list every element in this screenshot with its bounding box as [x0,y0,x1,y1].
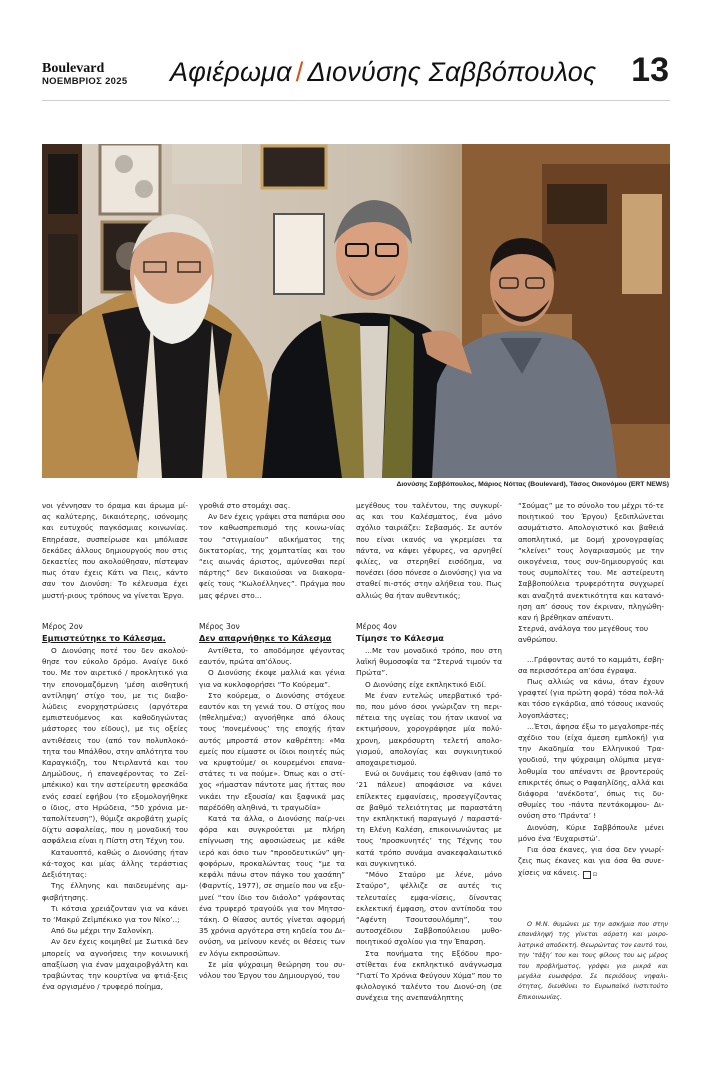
paragraph: Διονύση, Κύριε Σαββόπουλε μένει μόνο ένα ‘Ευχαριστώ’. [518,822,664,843]
author-bio: Ο Μ.Ν. θυμώνει με την ασκήμια που στην επανάληψή της γίνεται αόρατη και μοιρο-λατρικά αποδεκτή. Θεωρώντας τον εαυτό του, την ‘τάξη’ του και τους φίλους του ως μέρος του προβλήματος, γράφει για μικρά και μεγάλα ευωσφόρα. Σε περιόδους νηφαλι-ότητας, διευθύνει το Ευρωπαϊκό Ινστιτούτο Επικοινωνίας. [518,921,668,1001]
section-part-label: Μέρος 4ον [356,621,397,631]
subject-label: Διονύσης Σαββόπουλος [307,57,597,87]
section-title: Εμπιστεύτηκε το Κάλεσμα. [42,633,166,644]
page-number: 13 [631,51,669,89]
paragraph: “Σούμας” με το σύνολο του μέχρι τό-τε ποιητικού του Έργου) ξεδιπλώνεται ασυμάτιστο. Απολογιστικό και βαθειά αποπλητικό, με δομή χρονογραφίας “κλείνει” τους λογαριασμούς με την οικογένεια, τους συν-δημιουργούς και τους συμπολίτες του. Με αστείρευτη Σαββοπούλεια τρυφερότητα συγχωρεί και αναζητά ανεκτικότητα και κατανό-ηση απ’ όσους τον έκριναν, πληγώθη-καν ή βρέθηκαν απέναντι. [518,501,664,623]
paragraph: Ενώ οι δυνάμεις του έφθιναν (από το ‘21 πάλευε) αποφάσισε να κάνει επίλεκτες εμφανίσεις, προσεγγίζοντας σε βαθμό τελειότητας με παραστάτη την εκπληκτική παραγωγό / παραστά-τη Ελένη Καλέση, επικοινωνώντας με τους ‘προσκυνητές’ της Τέχνης του κατά τρόπο συνάμα ανακεφαλαιωτικό και συγκινητικό. [356,769,502,868]
group-photo [42,144,670,478]
paragraph: Ο Διονύσης είχε εκπληκτικό Ειδί. [365,679,487,689]
paragraph: Καταυοπτό, καθώς ο Διονύσης ήταν κά-τοχος και μίας άλλης τεράστιας Δεξιότητας: [42,847,188,880]
section-title: Τίμησε το Κάλεσμα [356,633,444,644]
paragraph: Ο Διονύσης ποτέ του δεν ακολού-θησε τον εύκολο δρόμο. Αναίγε δικό του. Με τον αιρετικό / προκλητικό για την επονομαζόμενη ‘μέση αισθητική αντίληψη’ στίχο του, με τις διαβο-λώδεις ενορχηστρώσεις (αργότερα εμπιστευόμενος και καθοδηγώντας μάστορες του είδους), με τις οξείες αντιθέσεις του (από τον πολυπλοκό-τητα του Μπάλθου, στην απλότητα του Καραγκιόζη, του Ντιρλαντά και του Δημώδους, ή επανεφέροντας το Ζεϊ-μπέκικο) και την αστείρευτη φρεσκάδα ενός εσαεί εφήβου (το εξομολογήθηκε ο ίδιος, στο Ηρώδεια, “50 χρόνια με-ταπολίτευση”), θύμιζε ακροβάτη χωρίς δίχτυ ασφαλείας, που η μοναδική του ασφάλεια είναι η Πίστη στη Τέχνη του. [42,646,188,846]
paragraph: Αν δεν έχεις κοιμηθεί με Σωτικά δεν μπορείς να αγνοήσεις την κοινωνική απαξίωση για έναν μαχαιροβγάλτη και τραβώντας την κουρτίνα να φτιά-ξεις ένα οργισμένο / τρυφερό ποίημα, [42,937,188,992]
paragraph: Κατά τα άλλα, ο Διονύσης παίρ-νει φόρα και συγκρούεται με πλήρη επίγνωση της αφοσιώσεως με κάθε ιερό και όσιο των “προοδευτικών” ψη-φοφόρων, προκαλώντας τους “με τα κεφάλι πάνω στον πάγκο του χασάπη” (Φαρντίς, 1977), σε σημείο που να εξυ-μνεί “τον ίδιο τον διάολο” γράφοντας ένα τρυφερό τραγούδι για τον Μητσο-τάκη. Ο θίασος αυτός γίνεται αφορμή 35 χρόνια αργότερα στη κηδεία του Δι-ονύση, να μείνουν κενές οι θέσεις των εν λόγω εκπροσώπων. [199,814,345,958]
brand-logo: Boulevard [42,61,105,76]
header-divider [42,100,670,101]
title-slash: / [295,57,304,87]
article-column-2 [199,500,345,981]
paragraph: Της έλληνης και παιδευμένης αμ-φισβήτησης. [42,881,188,902]
paragraph: Στερνά, ανάλογα του μεγέθους του ανθρώπου. [518,624,649,645]
paragraph: Αν δεν έχεις γράψει στα παπάρια σου τον καθωσπρεπισμό της κοινω-νίας του “στιγμιαίου” αδικήματος της δικτατορίας, της χομπτατίας και του “εις αιωνάς άριστος, αμύνεσθαι περί πάρτης” δεν δικαιούσαι να διακορα-φείς τους “Κωλοέλληνες”. Πράγμα που μας φέρνει στο... [199,512,345,600]
section-part-label: Μέρος 2ον [42,621,83,631]
paragraph: “Μόνο Σταύρο με λένε, μόνο Σταύρο”, ψέλλιζε σε αυτές τις τελευταίες εμφα-νίσεις, δίνοντας εκλεκτική έμφαση, στον αντίποδα του “Αφέντη Τσουτσουλόμπη”, του αυτοσχέδιου Σαββοπούλειου μυθο-ποιητικού σχολίου για την Έπαρση. [356,870,502,947]
paragraph: Πως αλλιώς να κάνω, όταν έχουν γραφτεί (για πρώτη φορά) τόσα πολ-λά και τόσο εγκάρδια, από τόσους ικανούς λογοπλάστες; [518,677,664,720]
paragraph: Σε μία ψύχραιμη θεώρηση του συ-νόλου του Έργου του Δημιουργού, του [199,959,345,980]
paragraph: ...Έτσι, άφησα έξω το μεγαλοπρε-πές σχέδιο του (είχα άμεση εμπλοκή) για την Ακαδημία του Ελληνικού Τρα-γουδιού, την ψύχραιμη ολύμπια μεγα-λοθυμία του απέναντι σε βροντερούς επικριτές όπως ο Ραφαηλίδης, αλλά και διάφορα ‘ανέκδοτα’, όπως τις δυ-σθυμίες του -πάντα πεντάκομψου- Δι-ονύση στο ‘Πράντα’ ! [518,721,664,821]
paragraph: ...Γράφοντας αυτό το καμμάτι, έσβη-σα περισσότερα απ’όσα έγραψα. [518,654,664,675]
issue-date: ΝΟΕΜΒΡΙΟΣ 2025 [42,76,128,87]
paragraph: γροθιά στο στομάχι σας. [199,501,291,510]
paragraph: Τι κότσια χρειάζονταν για να κάνει το ‘Μακρύ Ζεϊμπέκικο για τον Νίκο’..; [42,903,188,924]
brand-block [42,62,127,88]
section-title: Δεν απαρνήθηκε το Κάλεσμα [199,633,332,644]
article-column-1 [42,500,188,992]
photo-caption: Διονύσης Σαββόπουλος, Μάριος Νόττας (Boulevard), Τάσος Οικονόμου (ERT NEWS) [396,481,669,488]
article-column-4 [518,500,664,879]
paragraph: Ο Διονύσης έκοψε μαλλιά και γένια για να κυκλοφορήσει “Το Κούρεμα”. [199,668,345,689]
paragraph: ...Με τον μοναδικό τρόπο, που στη λαϊκή θυμοσοφία τα “Στερνά τιμούν τα Πρώτα”. [356,646,502,678]
article-column-3 [356,500,502,1004]
page-title [170,56,596,88]
paragraph: Στα πονήματα της Εξόδου προ-στίθεται ένα εκπληκτικό ανάγνωσμα “Γιατί Το Χρόνια Φεύγουν Χύμα” που το φιλολογικό ταλέντο του Διονύ-ση (σε συνέχεια της ανεπανάληπτης [356,948,502,1003]
paragraph: Με έναν εντελώς υπερβατικό τρό-πο, που μόνο όσοι γνώριζαν τη περι-πέτεια της υγείας του ήταν ικανοί να εκτιμήσουν, χορογράφησε μία πολύ-χρονη, μακρόσυρτη τελετή απολο-γισμού, απολογίας και συγκινητικού αποχαιρετισμού. [356,690,502,768]
paragraph [518,844,664,878]
section-part-label: Μέρος 3ον [199,621,240,631]
paragraph: Από δω μέχρι την Σαλονίκη. [51,926,154,936]
page-header [0,0,711,96]
closing-text: Για όσα έκανες, για όσα δεν γνωρί-ζεις πως έκανες και για όσα θα συνε-χίσεις να κάνεις. [518,845,664,877]
paragraph: νοι γέννησαν το όραμα και άρωμα μί-ας καλύτερης, δικαιότερης, ισόνομης και ευτυχούς παγκόσμιας κοινωνίας. Επηρέασε, συσπείρωσε και μπόλιασε δεκάδες άλλους δημιουργούς που στις δεκαετίες που ακολούθησαν, πίστεψαν πως όταν έχεις Κάτι να Πεις, κάντο σαν τον Διονύση: Το κέλευσμα έχει μυστή-ριους τρόπους να γίνεται Έργο. [42,501,188,600]
section-label: Αφιέρωμα [170,57,292,87]
paragraph: μεγέθους του ταλέντου, της συγκυρί-ας και του Καλέσματος, ένα μόνο σχόλιο ταιριάζει: Σεβασμός. Σε αυτόν που είναι ικανός να γκρεμίσει τα πάντα, να κάψει γέφυρες, να αρνηθεί φιλίες, να στερηθεί εισόδημα, να πονέσει (όσο πόνεσε ο Διονύσης) για να σταθεί πι-στός στην αλήθεια του. Πως αλλιώς θα ήταν αυθεντικός; [356,501,502,600]
paragraph: Αντίθετα, το αποδόμησε ψέγοντας εαυτόν, πρώτα απ’όλους. [199,646,345,667]
end-mark-icon: ⊡ [583,871,591,879]
paragraph: Στο κούρεμα, ο Διονύσης στόχευε εαυτόν και τη γενιά του. Ο στίχος που (πθελημένα;) αγνοήθηκε από όλους τους ‘πονεμένους’ της εποχής ήταν αυτός μπροστά στον καθρέπτη: «Μα εμείς που είμαστε οι ίδιοι ποιητές πώς να κρυφτούμε/ οι κουρεμένοι επανα-στάτες τι να πούμε». Όπως και ο στί-χος «ήμασταν πάντοτε μας ήττας που νικάει την εξουσία/ και ξαφνικά μας παρέδόθη αληθινά, τι τραγωδία» [199,690,345,812]
